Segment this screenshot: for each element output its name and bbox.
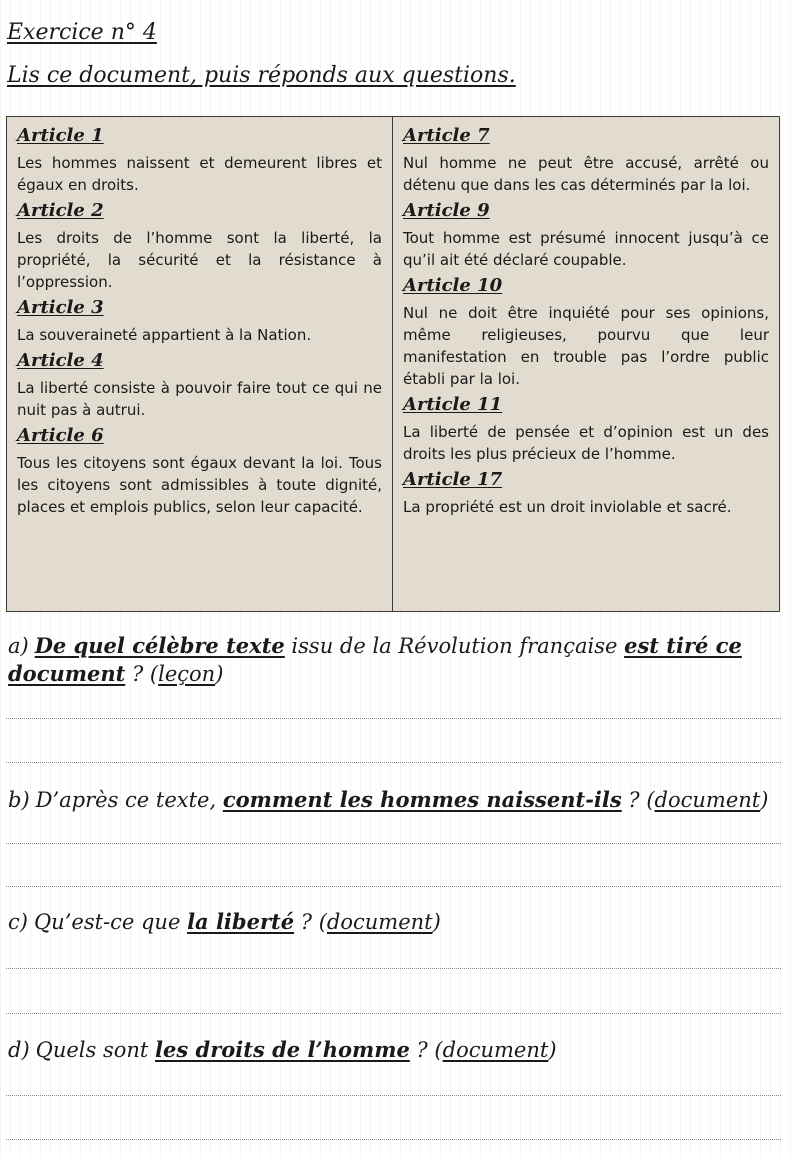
question-emphasis: comment les hommes naissent-ils [222, 787, 622, 812]
question-label: a) [8, 634, 29, 658]
article-text: Nul ne doit être inquiété pour ses opinions, même religieuses, pourvu que leur manifestation en trouble pas l’ordre public établi par la loi. [403, 304, 769, 388]
question-emphasis: la liberté [187, 909, 295, 934]
answer-line[interactable] [6, 762, 781, 763]
question-c [8, 908, 781, 936]
question-text: Quels sont [35, 1038, 156, 1062]
question-source: document [442, 1038, 549, 1062]
answer-line[interactable] [6, 1095, 781, 1096]
article-title: Article 6 [17, 425, 104, 446]
article-text: Nul homme ne peut être accusé, arrêté ou détenu que dans les cas déterminés par la loi. [403, 154, 769, 194]
question-label: d) [8, 1038, 30, 1062]
question-source: document [654, 788, 761, 812]
question-emphasis: est tiré ce document [8, 633, 742, 686]
question-label: b) [8, 788, 30, 812]
article-text: Les hommes naissent et demeurent libres et égaux en droits. [17, 154, 382, 194]
question-source: leçon [158, 662, 216, 686]
answer-line[interactable] [6, 886, 781, 887]
article-title: Article 10 [403, 275, 503, 296]
question-text: ) [760, 788, 769, 812]
question-text: ) [215, 662, 224, 686]
question-text: issu de la Révolution française [284, 634, 625, 658]
article-text: La souveraineté appartient à la Nation. [17, 326, 312, 344]
answer-line[interactable] [6, 1013, 781, 1014]
instruction-text: Lis ce document, puis réponds aux questions. [7, 63, 516, 88]
answer-line[interactable] [6, 968, 781, 969]
article-title: Article 11 [403, 394, 503, 415]
articles-left-column [7, 117, 393, 611]
article-text: Tous les citoyens sont égaux devant la loi. Tous les citoyens sont admissibles à toute dignité, places et emplois publics, selon leur capacité. [17, 454, 382, 516]
declaration-articles-table [6, 116, 780, 612]
article-title: Article 3 [17, 297, 104, 318]
question-emphasis: De quel célèbre texte [34, 633, 285, 658]
answer-line[interactable] [6, 843, 781, 844]
article-text: Tout homme est présumé innocent jusqu’à ce qu’il ait été déclaré coupable. [403, 229, 769, 269]
question-text: ? ( [294, 910, 327, 934]
article-title: Article 1 [17, 125, 104, 146]
question-label: c) [8, 910, 28, 934]
article-text: La liberté de pensée et d’opinion est un des droits les plus précieux de l’homme. [403, 423, 769, 463]
exercise-title: Exercice n° 4 [7, 20, 157, 45]
article-title: Article 7 [403, 125, 490, 146]
answer-line[interactable] [6, 1139, 781, 1140]
article-title: Article 2 [17, 200, 104, 221]
article-text: La liberté consiste à pouvoir faire tout ce qui ne nuit pas à autrui. [17, 379, 382, 419]
question-a [8, 632, 781, 688]
article-title: Article 9 [403, 200, 490, 221]
articles-right-column [393, 117, 779, 611]
question-text: ? ( [125, 662, 159, 686]
question-text: ) [432, 910, 441, 934]
question-b [8, 786, 781, 814]
question-source: document [326, 910, 433, 934]
article-title: Article 4 [17, 350, 104, 371]
article-text: La propriété est un droit inviolable et sacré. [403, 498, 732, 516]
question-text: ? ( [621, 788, 655, 812]
question-text: ? ( [409, 1038, 443, 1062]
question-emphasis: les droits de l’homme [155, 1037, 410, 1062]
question-d [8, 1036, 781, 1064]
article-title: Article 17 [403, 469, 503, 490]
answer-line[interactable] [6, 718, 781, 719]
question-text: ) [548, 1038, 557, 1062]
article-text: Les droits de l’homme sont la liberté, la propriété, la sécurité et la résistance à l’oppression. [17, 229, 382, 291]
question-text: D’après ce texte, [35, 788, 223, 812]
question-text: Qu’est-ce que [33, 910, 188, 934]
